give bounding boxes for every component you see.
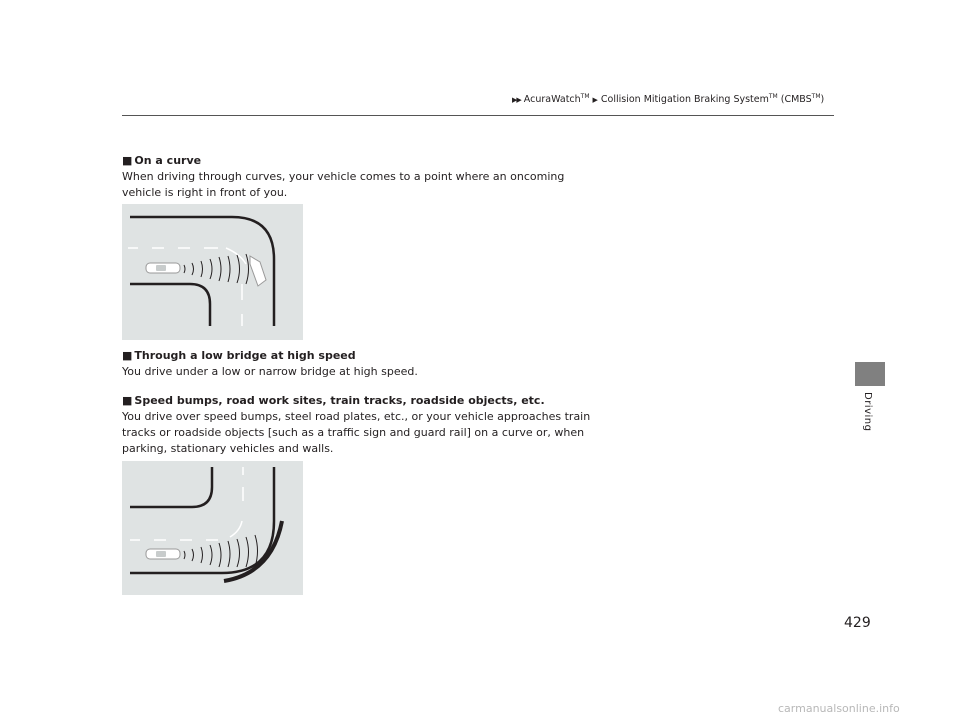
breadcrumb-crumb1: AcuraWatch bbox=[523, 94, 581, 106]
square-bullet-icon: ■ bbox=[122, 394, 133, 407]
section-speed-bumps bbox=[122, 393, 590, 457]
square-bullet-icon: ■ bbox=[122, 349, 133, 362]
section-body-line: tracks or roadside objects [such as a traffic sign and guard rail] on a curve or, when bbox=[122, 426, 585, 439]
section-heading bbox=[122, 348, 418, 364]
section-heading bbox=[122, 153, 564, 169]
breadcrumb-suffix: (CMBS bbox=[777, 94, 812, 106]
arrow-icon: ▶ bbox=[592, 96, 598, 105]
trademark-sup: TM bbox=[580, 93, 590, 100]
breadcrumb-crumb2: Collision Mitigation Braking System bbox=[600, 94, 769, 106]
section-heading-text: Through a low bridge at high speed bbox=[134, 349, 356, 362]
square-bullet-icon: ■ bbox=[122, 154, 133, 167]
header-rule bbox=[122, 115, 834, 116]
curve-diagram-svg bbox=[122, 204, 303, 340]
section-body-line: When driving through curves, your vehicle comes to a point where an oncoming bbox=[122, 170, 565, 183]
watermark: carmanualsonline.info bbox=[778, 702, 900, 715]
curve-illustration bbox=[122, 204, 303, 340]
guard-rail-illustration bbox=[122, 461, 303, 595]
chapter-label: Driving bbox=[862, 392, 873, 432]
breadcrumb-suffix-close: ) bbox=[820, 94, 825, 106]
breadcrumb bbox=[512, 93, 824, 105]
section-on-a-curve bbox=[122, 153, 564, 201]
page-number: 429 bbox=[844, 615, 871, 631]
section-body-line: parking, stationary vehicles and walls. bbox=[122, 442, 334, 455]
section-heading-text: On a curve bbox=[134, 154, 202, 167]
section-body-line: vehicle is right in front of you. bbox=[122, 186, 288, 199]
section-body-line: You drive under a low or narrow bridge at high speed. bbox=[122, 365, 418, 378]
section-low-bridge bbox=[122, 348, 418, 380]
section-body-line: You drive over speed bumps, steel road plates, etc., or your vehicle approaches train bbox=[122, 410, 591, 423]
section-heading-text: Speed bumps, road work sites, train tracks, roadside objects, etc. bbox=[134, 394, 545, 407]
section-heading bbox=[122, 393, 590, 409]
trademark-sup: TM bbox=[768, 93, 778, 100]
guard-rail-diagram-svg bbox=[122, 461, 303, 595]
double-arrow-icon: ▶▶ bbox=[512, 96, 521, 105]
trademark-sup: TM bbox=[811, 93, 821, 100]
chapter-tab bbox=[855, 362, 885, 386]
